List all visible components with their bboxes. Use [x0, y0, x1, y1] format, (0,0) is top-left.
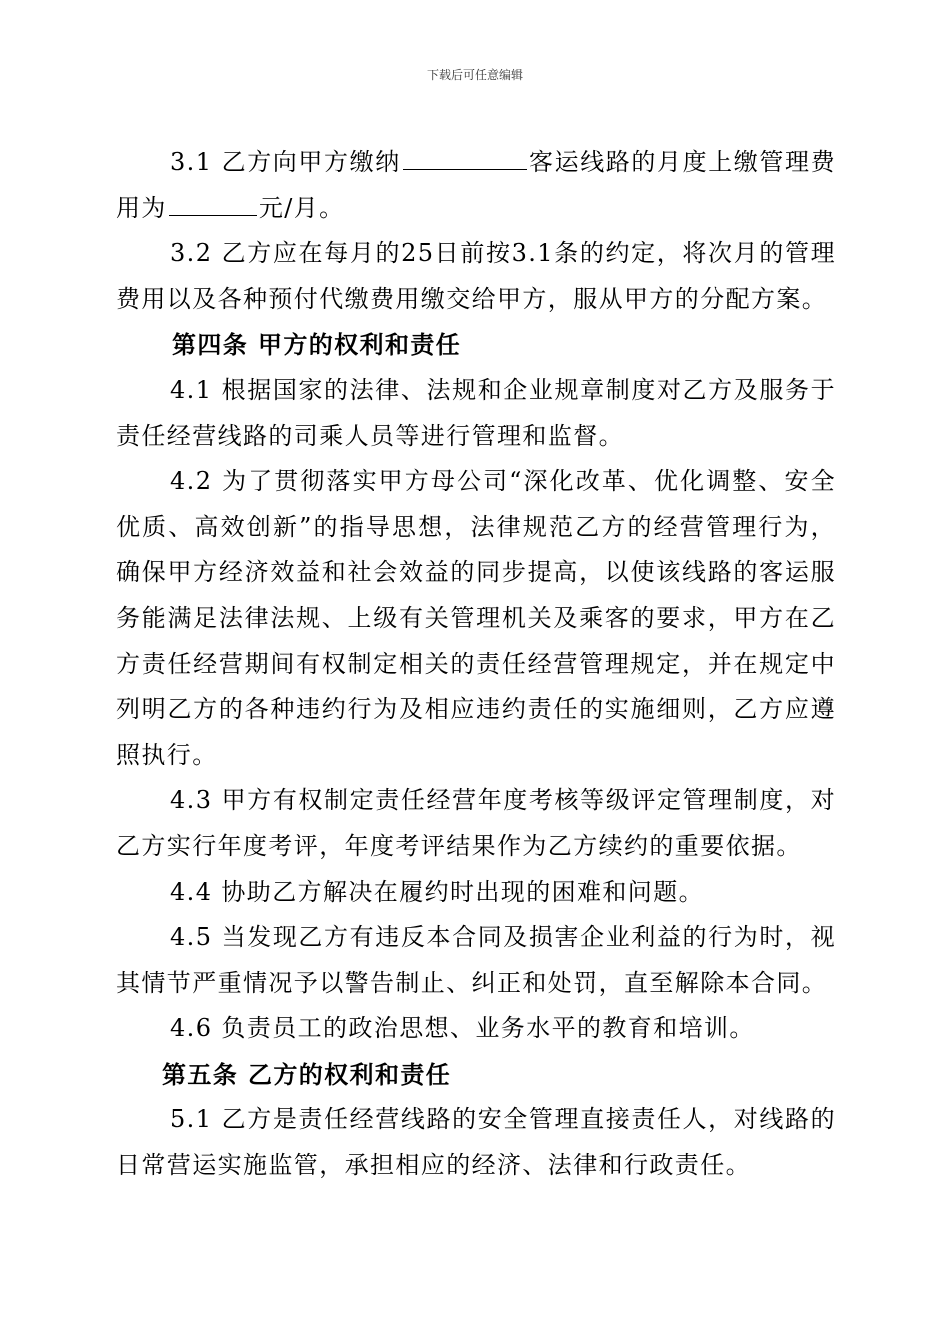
clause-3-1-text-end: 元/月。	[258, 193, 345, 222]
clause-3-2: 3.2 乙方应在每月的25日前按3.1条的约定，将次月的管理费用以及各种预付代缴费用缴交给甲方，服从甲方的分配方案。	[116, 239, 836, 313]
clause-4-3: 4.3 甲方有权制定责任经营年度考核等级评定管理制度，对乙方实行年度考评，年度考评结果作为乙方续约的重要依据。	[116, 786, 836, 860]
clause-4-6: 4.6 负责员工的政治思想、业务水平的教育和培训。	[170, 1014, 755, 1043]
clause-3-1-text-start: 3.1 乙方向甲方缴纳	[170, 148, 401, 176]
clause-4-5: 4.5 当发现乙方有违反本合同及损害企业利益的行为时，视其情节严重情况予以警告制止、纠正和处罚，直至解除本合同。	[116, 923, 836, 997]
fill-in-blank-amount	[169, 191, 257, 216]
fill-in-blank-route	[403, 145, 527, 170]
clause-4-4: 4.4 协助乙方解决在履约时出现的困难和问题。	[170, 877, 704, 906]
article-5-heading: 第五条 乙方的权利和责任	[162, 1059, 452, 1089]
article-4-heading: 第四条 甲方的权利和责任	[172, 330, 462, 360]
clause-4-2: 4.2 为了贯彻落实甲方母公司“深化改革、优化调整、安全优质、高效创新”的指导思想，法律规范乙方的经营管理行为，确保甲方经济效益和社会效益的同步提高，以使该线路的客运服务能满足法律法规、上级有关管理机关及乘客的要求，甲方在乙方责任经营期间有权制定相关的责任经营管理规定，并在规定中列明乙方的各种违约行为及相应违约责任的实施细则，乙方应遵照执行。	[116, 467, 836, 769]
clause-3-1	[116, 140, 836, 231]
page-header: 下载后可任意编辑	[426, 68, 523, 82]
clause-3-1-text-middle: 客运线路的月度上缴管理费用为	[116, 148, 836, 222]
clause-4-1: 4.1 根据国家的法律、法规和企业规章制度对乙方及服务于责任经营线路的司乘人员等进行管理和监督。	[116, 375, 836, 450]
clause-5-1: 5.1 乙方是责任经营线路的安全管理直接责任人，对线路的日常营运实施监管，承担相应的经济、法律和行政责任。	[116, 1105, 836, 1180]
document-body	[116, 140, 836, 1189]
